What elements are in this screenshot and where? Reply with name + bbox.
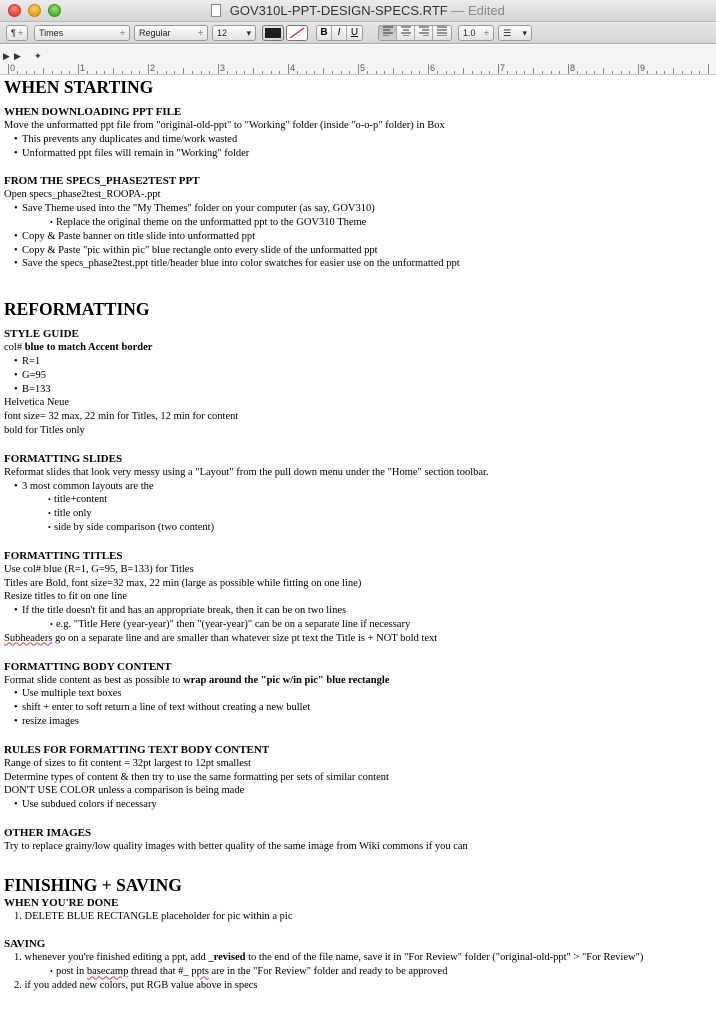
highlight-color-well[interactable] [286, 25, 308, 41]
ruler-tick [551, 71, 552, 74]
ruler-tick [306, 71, 307, 74]
bullet-item: • This prevents any duplicates and time/work wasted [4, 133, 714, 147]
paragraph: Format slide content as best as possible to wrap around the "pic w/in pic" blue rectangle [4, 674, 390, 686]
ruler-tick [603, 68, 604, 74]
paragraph: Open specs_phase2test_ROOPA-.ppt [4, 189, 161, 201]
ruler-tick [428, 64, 429, 74]
align-center-icon [400, 26, 412, 36]
ruler-number: 6 [430, 63, 436, 73]
ruler-tick [691, 71, 692, 74]
ruler-tick [489, 71, 490, 74]
ruler-tick [612, 71, 613, 74]
ruler-number: 7 [500, 63, 506, 73]
chevron-icon: ÷ [198, 28, 203, 38]
sub-bullet-item: • e.g. "Title Here (year-year)" then "(year-year)" can be on a separate line if necessary [4, 618, 714, 632]
paragraph: Resize titles to fit on one line [4, 591, 128, 603]
bullet-item: • Copy & Paste banner on title slide into unformatted ppt [4, 230, 714, 244]
ruler-tick [148, 64, 149, 74]
text-color-well[interactable] [262, 25, 284, 41]
bullet-item: • 3 most common layouts are the [4, 480, 714, 494]
ruler-tick [34, 71, 35, 74]
ruler-tick [367, 71, 368, 74]
ruler-tick [402, 71, 403, 74]
ruler-tick [586, 71, 587, 74]
text-color-swatch [265, 28, 281, 38]
ruler-tick [594, 71, 595, 74]
edited-status[interactable]: — Edited [451, 3, 505, 18]
spelling-flagged-word[interactable]: basecamp [86, 966, 129, 978]
paragraph: col# blue to match Accent border [4, 342, 153, 354]
paragraph: Range of sizes to fit content = 32pt largest to 12pt smallest [4, 757, 251, 769]
subsection-heading: WHEN DOWNLOADING PPT FILE [4, 106, 182, 118]
ruler-tick [209, 71, 210, 74]
ruler-tick [568, 64, 569, 74]
ruler-tick [699, 71, 700, 74]
bullet-item: • Use multiple text boxes [4, 687, 714, 701]
paragraph-icon: ¶ [11, 28, 16, 38]
ruler-tick [621, 71, 622, 74]
ruler-tick [104, 71, 105, 74]
ruler-tick [682, 71, 683, 74]
ruler-tick [516, 71, 517, 74]
bullet-item: • G=95 [4, 369, 714, 383]
align-left-icon [382, 26, 394, 36]
ruler-tick [454, 71, 455, 74]
ruler-tick [341, 71, 342, 74]
ruler-tick [533, 68, 534, 74]
bullet-item: • Unformatted ppt files will remain in "Working" folder [4, 147, 714, 161]
ruler-tick [437, 71, 438, 74]
ruler-tick [577, 71, 578, 74]
ruler-tick [122, 71, 123, 74]
ruler-tick [262, 71, 263, 74]
ruler-tick [8, 64, 9, 74]
paragraph: DON'T USE COLOR unless a comparison is being made [4, 785, 245, 797]
tab-stop-marker[interactable]: ✦ [34, 51, 42, 61]
align-right-button[interactable] [415, 26, 433, 40]
ruler-tick [411, 71, 412, 74]
ruler-tick [131, 71, 132, 74]
bullet-item: • resize images [4, 715, 714, 729]
ruler-number: 4 [290, 63, 296, 73]
numbered-item: 2. if you added new colors, put RGB value above in specs [14, 980, 258, 992]
ruler-tick [166, 71, 167, 74]
ruler-tick [323, 68, 324, 74]
ruler-tick [17, 71, 18, 74]
ruler-number: 0 [10, 63, 16, 73]
ruler-number: 8 [570, 63, 576, 73]
ruler-tick [559, 71, 560, 74]
dropdown-arrow-icon: ▾ [522, 28, 527, 38]
ruler-tick [87, 71, 88, 74]
paragraph: Reformat slides that look very messy using a "Layout" from the pull down menu under the "Home" section toolbar. [4, 466, 489, 478]
paragraph: Subheaders go on a separate line and are smaller than whatever size pt text the Title is + NOT bold text [4, 632, 438, 644]
ruler-tick [78, 64, 79, 74]
ruler-tick [253, 68, 254, 74]
ruler-tick [708, 64, 709, 74]
ruler-tick [96, 71, 97, 74]
sub-bullet-item: • title+content [4, 493, 714, 507]
sub-bullet-item: • Replace the original theme on the unformatted ppt to the GOV310 Theme [4, 216, 714, 230]
subsection-heading: FORMATTING SLIDES [4, 452, 123, 465]
bullet-item: • Save the specs_phase2test.ppt title/header blue into color swatches for easier use on the unformatted ppt [4, 257, 714, 271]
alignment-buttons [378, 25, 452, 41]
ruler-tick [524, 71, 525, 74]
ruler-tick [69, 71, 70, 74]
ruler-tick [236, 71, 237, 74]
italic-button[interactable]: I [332, 26, 347, 40]
spelling-flagged-word[interactable]: Subheaders [4, 632, 53, 644]
bullet-item: • Use subdued colors if necessary [4, 798, 714, 812]
dropdown-arrow-icon: ▾ [246, 28, 251, 38]
section-heading: WHEN STARTING [4, 77, 154, 97]
ruler-tick [201, 71, 202, 74]
document-icon[interactable] [211, 4, 221, 17]
ruler-number: 5 [360, 63, 366, 73]
bullet-item: • R=1 [4, 355, 714, 369]
ruler-tick [664, 71, 665, 74]
format-toolbar [0, 22, 716, 44]
bullet-item: • Copy & Paste "pic within pic" blue rectangle onto every slide of the unformatted ppt [4, 244, 714, 258]
ruler-tick [647, 71, 648, 74]
ruler-tick [183, 68, 184, 74]
paragraph: Try to replace grainy/low quality images with better quality of the same image from Wiki commons if you can [4, 840, 468, 852]
sub-bullet-item: • side by side comparison (two content) [4, 521, 714, 535]
ruler-tick [498, 64, 499, 74]
ruler-number: 9 [640, 63, 646, 73]
bold-button[interactable]: B [317, 26, 332, 40]
paragraph: Helvetica Neue [4, 397, 70, 409]
justify-button[interactable] [433, 26, 451, 40]
align-right-icon [418, 26, 430, 36]
window-title: GOV310L-PPT-DESIGN-SPECS.RTF [229, 3, 448, 18]
ruler-tick [52, 71, 53, 74]
left-indent-marker[interactable]: ▶ [14, 51, 21, 61]
section-heading: FINISHING + SAVING [4, 874, 182, 895]
window-titlebar[interactable] [0, 0, 716, 22]
subsection-heading: STYLE GUIDE [4, 328, 79, 341]
ruler-tick [507, 71, 508, 74]
document-body[interactable] [4, 76, 714, 993]
ruler-tick [463, 68, 464, 74]
underline-button[interactable]: U [347, 26, 362, 40]
ruler-tick [393, 68, 394, 74]
font-size-combo[interactable]: 12 ▾ [212, 25, 256, 41]
ruler-tick [358, 64, 359, 74]
ruler-tick [139, 71, 140, 74]
ruler-tick [279, 71, 280, 74]
spelling-flagged-word[interactable]: ppts [191, 966, 209, 978]
sub-bullet-item: • title only [4, 507, 714, 521]
paragraph-styles-button[interactable]: ¶ ÷ [6, 25, 28, 41]
ruler-tick [26, 71, 27, 74]
subsection-heading: WHEN YOU'RE DONE [4, 896, 119, 909]
ruler-tick [192, 71, 193, 74]
numbered-item: 1. DELETE BLUE RECTANGLE placeholder for pic within a pic [14, 910, 293, 922]
ruler-tick [174, 71, 175, 74]
ruler-tick [314, 71, 315, 74]
align-center-button[interactable] [397, 26, 415, 40]
align-left-button[interactable] [379, 26, 397, 40]
subsection-heading: FORMATTING TITLES [4, 549, 123, 562]
numbered-item: 1. whenever you're finished editing a ppt, add _revised to the end of the file name, save it in "For Review" folder ("original-old-ppt" > "For Review") [14, 952, 644, 964]
ruler-tick [218, 64, 219, 74]
ruler-tick [61, 71, 62, 74]
first-line-indent-marker[interactable]: ▶ [3, 51, 10, 61]
ruler-number: 2 [150, 63, 156, 73]
paragraph: Use col# blue (R=1, G=95, B=133) for Titles [4, 563, 194, 575]
subsection-heading: FROM THE SPECS_PHASE2TEST PPT [4, 175, 200, 188]
bullet-item: • B=133 [4, 383, 714, 397]
ruler-tick [376, 71, 377, 74]
sub-bullet-item: • post in basecamp thread that #_ ppts are in the "For Review" folder and ready to be approved [4, 965, 714, 979]
ruler-tick [481, 71, 482, 74]
ruler-tick [656, 71, 657, 74]
justify-icon [436, 26, 448, 36]
bullet-item: • shift + enter to soft return a line of text without creating a new bullet [4, 701, 714, 715]
ruler-tick [43, 68, 44, 74]
line-spacing-select[interactable]: 1.0 ÷ [458, 25, 494, 41]
ruler-tick [297, 71, 298, 74]
list-style-select[interactable] [498, 25, 532, 41]
bullet-item: • Save Theme used into the "My Themes" folder on your computer (as say, GOV310) [4, 202, 714, 216]
window-title-area [0, 3, 716, 18]
ruler-number: 3 [220, 63, 226, 73]
ruler-tick [244, 71, 245, 74]
ruler-tick [288, 64, 289, 74]
ruler-tick [446, 71, 447, 74]
font-style-select[interactable]: Regular ÷ [134, 25, 208, 41]
ruler-tick [673, 68, 674, 74]
paragraph: Determine types of content & then try to use the same formatting per sets of similar content [4, 771, 389, 783]
ruler-tick [384, 71, 385, 74]
ruler-tick [629, 71, 630, 74]
text-style-buttons [316, 25, 363, 41]
subsection-heading: OTHER IMAGES [4, 826, 92, 839]
paragraph: bold for Titles only [4, 424, 85, 436]
ruler[interactable] [0, 45, 716, 75]
ruler-tick [349, 71, 350, 74]
paragraph: Titles are Bold, font size=32 max, 22 min (large as possible while fitting on one line) [4, 577, 362, 589]
ruler-tick [542, 71, 543, 74]
font-family-select[interactable]: Times ÷ [34, 25, 130, 41]
paragraph: Move the unformatted ppt file from "original-old-ppt" to "Working" folder (inside "o-o-p" folder) in Box [4, 120, 445, 131]
ruler-tick [472, 71, 473, 74]
subsection-heading: FORMATTING BODY CONTENT [4, 660, 172, 673]
ruler-tick [113, 68, 114, 74]
ruler-tick [332, 71, 333, 74]
ruler-tick [271, 71, 272, 74]
ruler-tick [638, 64, 639, 74]
subsection-heading: RULES FOR FORMATTING TEXT BODY CONTENT [4, 743, 270, 756]
ruler-tick [419, 71, 420, 74]
chevron-icon: ÷ [484, 28, 489, 38]
ruler-number: 1 [80, 63, 86, 73]
list-icon: ☰ [503, 28, 512, 38]
ruler-tick [227, 71, 228, 74]
no-highlight-icon [287, 26, 307, 40]
paragraph: font size= 32 max, 22 min for Titles, 12 min for content [4, 411, 239, 423]
ruler-tick [157, 71, 158, 74]
chevron-icon: ÷ [120, 28, 125, 38]
bullet-item: • If the title doesn't fit and has an appropriate break, then it can be on two lines [4, 604, 714, 618]
section-heading: REFORMATTING [4, 299, 150, 320]
subsection-heading: SAVING [4, 938, 46, 951]
